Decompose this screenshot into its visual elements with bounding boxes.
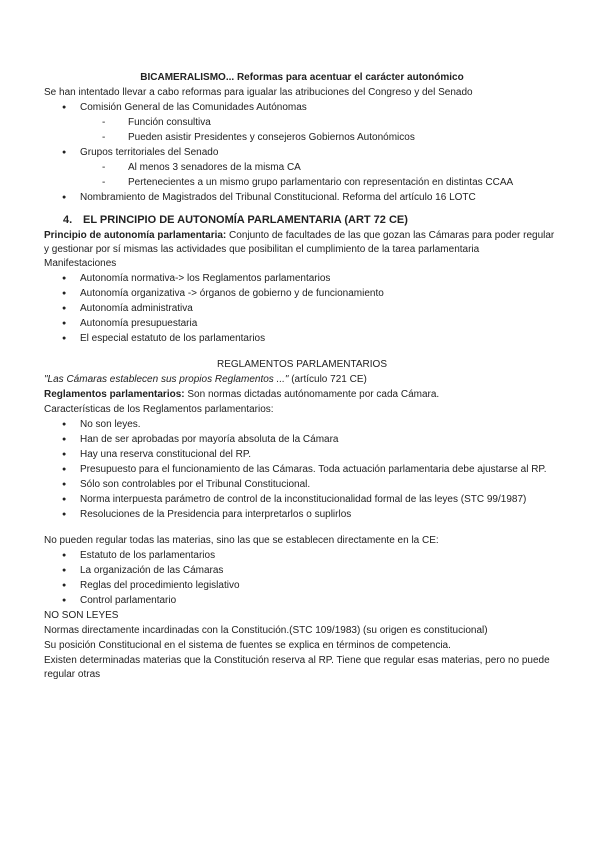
list-item-text: Nombramiento de Magistrados del Tribunal Constitucional. Reforma del artículo 16 LOTC	[80, 192, 476, 203]
definition-text: Conjunto de facultades de las que gozan las Cámaras para poder regular y gestionar por sí mismas las actividades que posibilitan el cumplimiento de la tarea parlamentaria	[44, 230, 555, 255]
list-item: ● Presupuesto para el funcionamiento de las Cámaras. Toda actuación parlamentaria debe ajustarse al RP.	[44, 463, 560, 477]
manifestaciones-label: Manifestaciones	[44, 258, 117, 269]
spacer	[44, 523, 560, 534]
quote-ref: (artículo 721 CE)	[288, 374, 367, 385]
reglamentos-definition	[44, 388, 560, 402]
no-pueden-regular: No pueden regular todas las materias, sino las que se establecen directamente en la CE:	[44, 535, 439, 546]
autonomia-definition	[44, 229, 560, 257]
section-heading-autonomia	[44, 213, 560, 227]
no-son-leyes: NO SON LEYES	[44, 610, 119, 621]
bicameralismo-intro: Se han intentado llevar a cabo reformas para igualar las atribuciones del Congreso y del Senado	[44, 87, 473, 98]
list-item: ● Resoluciones de la Presidencia para interpretarlos o suplirlos	[44, 508, 560, 522]
reglamentos-quote-line	[44, 373, 560, 387]
list-item: ● No son leyes.	[44, 418, 560, 432]
definition-term: Principio de autonomía parlamentaria:	[44, 230, 227, 241]
reglamentos-title: REGLAMENTOS PARLAMENTARIOS	[216, 359, 388, 370]
list-item: ● La organización de las Cámaras	[44, 564, 560, 578]
autonomia-list	[44, 272, 560, 346]
list-item: ● Autonomía presupuestaria	[44, 317, 560, 331]
sub-list-item: - Pertenecientes a un mismo grupo parlamentario con representación en distintas CCAA	[44, 176, 560, 190]
bicameralismo-title: BICAMERALISMO... Reformas para acentuar el carácter autonómico	[140, 72, 464, 83]
bicameralismo-list	[44, 101, 560, 205]
section-number: 4.	[63, 214, 73, 226]
list-item: ● El especial estatuto de los parlamentarios	[44, 332, 560, 346]
materias-list	[44, 549, 560, 608]
list-item: ● Autonomía administrativa	[44, 302, 560, 316]
sub-list-item: - Pueden asistir Presidentes y consejeros Gobiernos Autonómicos	[44, 131, 560, 145]
paragraph: Normas directamente incardinadas con la Constitución.(STC 109/1983) (su origen es constitucional)	[44, 625, 488, 636]
list-item: ● Autonomía normativa-> los Reglamentos parlamentarios	[44, 272, 560, 286]
definition-text: Son normas dictadas autónomamente por cada Cámara.	[184, 389, 440, 400]
list-item: ● Control parlamentario	[44, 594, 560, 608]
list-item: ● Sólo son controlables por el Tribunal Constitucional.	[44, 478, 560, 492]
list-item: ● Norma interpuesta parámetro de control de la inconstitucionalidad formal de las leyes (STC 99/1987)	[44, 493, 560, 507]
quote-text: "Las Cámaras establecen sus propios Reglamentos ..."	[44, 374, 289, 385]
paragraph: Su posición Constitucional en el sistema de fuentes se explica en términos de competencia.	[44, 640, 451, 651]
section-heading-text: EL PRINCIPIO DE AUTONOMÍA PARLAMENTARIA (ART 72 CE)	[83, 214, 408, 226]
list-item	[44, 101, 560, 115]
list-item: ● Hay una reserva constitucional del RP.	[44, 448, 560, 462]
list-item: ● Autonomía organizativa -> órganos de gobierno y de funcionamiento	[44, 287, 560, 301]
list-item: ● Estatuto de los parlamentarios	[44, 549, 560, 563]
list-item	[44, 146, 560, 160]
list-item-text: Comisión General de las Comunidades Autónomas	[80, 102, 307, 113]
list-item: ● Reglas del procedimiento legislativo	[44, 579, 560, 593]
list-item: ● Han de ser aprobadas por mayoría absoluta de la Cámara	[44, 433, 560, 447]
paragraph: Existen determinadas materias que la Constitución reserva al RP. Tiene que regular esas materias, pero no puede regular otras	[44, 655, 550, 680]
list-item	[44, 191, 560, 205]
spacer	[44, 347, 560, 358]
sub-list-item: - Función consultiva	[44, 116, 560, 130]
caracteristicas-list	[44, 418, 560, 522]
sub-list-item: - Al menos 3 senadores de la misma CA	[44, 161, 560, 175]
list-item-text: Grupos territoriales del Senado	[80, 147, 219, 158]
caracteristicas-label: Características de los Reglamentos parlamentarios:	[44, 404, 274, 415]
definition-term: Reglamentos parlamentarios:	[44, 389, 185, 400]
